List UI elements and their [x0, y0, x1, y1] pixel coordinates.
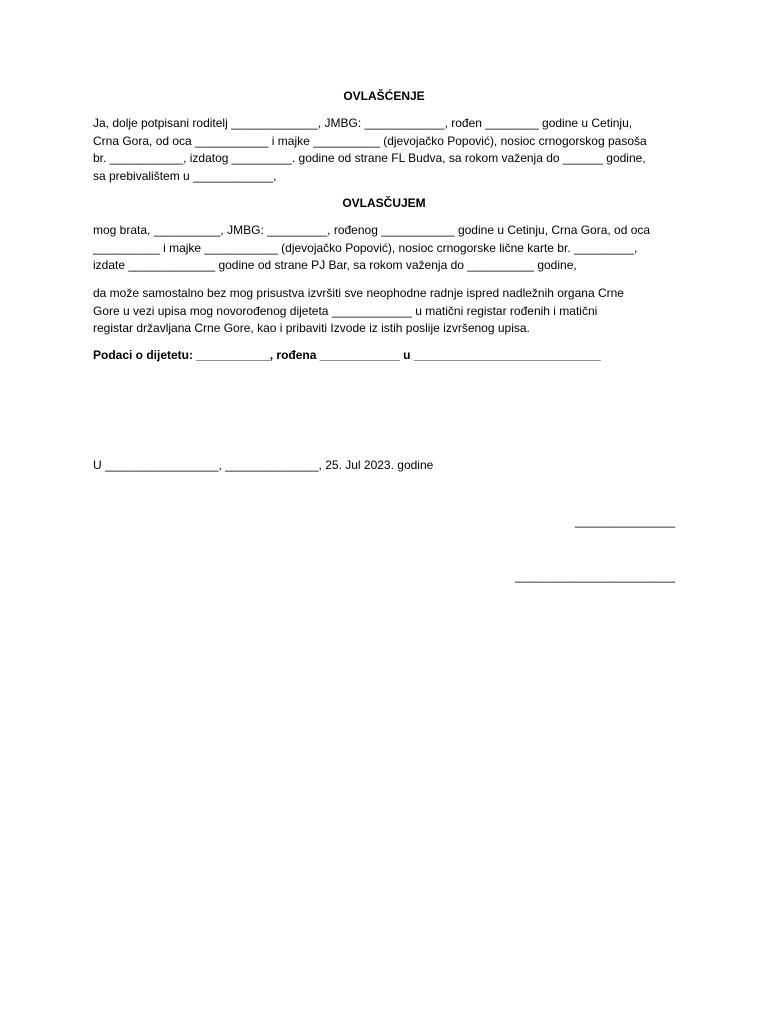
signature-line-1: _______________	[574, 514, 675, 528]
section-heading: OVLASČUJEM	[342, 196, 426, 210]
paragraph-line: Crna Gora, od oca ___________ i majke __________ (djevojačko Popović), nosioc crnogorskog pasoša	[93, 133, 647, 148]
place-date-line: U _________________, ______________, 25. Jul 2023. godine	[93, 458, 434, 472]
paragraph-declarant	[93, 115, 678, 185]
paragraph-scope	[93, 285, 678, 338]
paragraph-line: mog brata, __________, JMBG: _________, rođenog ___________ godine u Cetinju, Crna Gora, od oca	[93, 223, 651, 237]
paragraph-line: br. ___________, izdatog _________. godine od strane FL Budva, sa rokom važenja do ______ godine,	[93, 151, 646, 165]
paragraph-line: __________ i majke ___________ (djevojačko Popović), nosioc crnogorske lične karte br. _________,	[93, 240, 638, 255]
paragraph-line: Ja, dolje potpisani roditelj _____________, JMBG: ____________, rođen ________ godine u Cetinju,	[93, 116, 633, 130]
child-data-line: Podaci o dijetetu: ___________, rođena ____________ u ____________________________	[93, 348, 601, 362]
paragraph-line: sa prebivalištem u ____________,	[93, 168, 277, 183]
paragraph-authorized	[93, 222, 678, 275]
paragraph-line: registar državljana Crne Gore, kao i pribaviti Izvode iz istih poslije izvršenog upisa.	[93, 321, 530, 335]
paragraph-line: da može samostalno bez mog prisustva izvršiti sve neophodne radnje ispred nadležnih organa Crne	[93, 286, 624, 300]
paragraph-line: izdate _____________ godine od strane PJ Bar, sa rokom važenja do __________ godine,	[93, 258, 577, 272]
signature-line-2: ________________________	[514, 569, 675, 583]
document-title: OVLAŠĆENJE	[343, 89, 425, 103]
paragraph-line: Gore u vezi upisa mog novorođenog dijeteta ____________ u matični registar rođenih i matični	[93, 303, 598, 318]
